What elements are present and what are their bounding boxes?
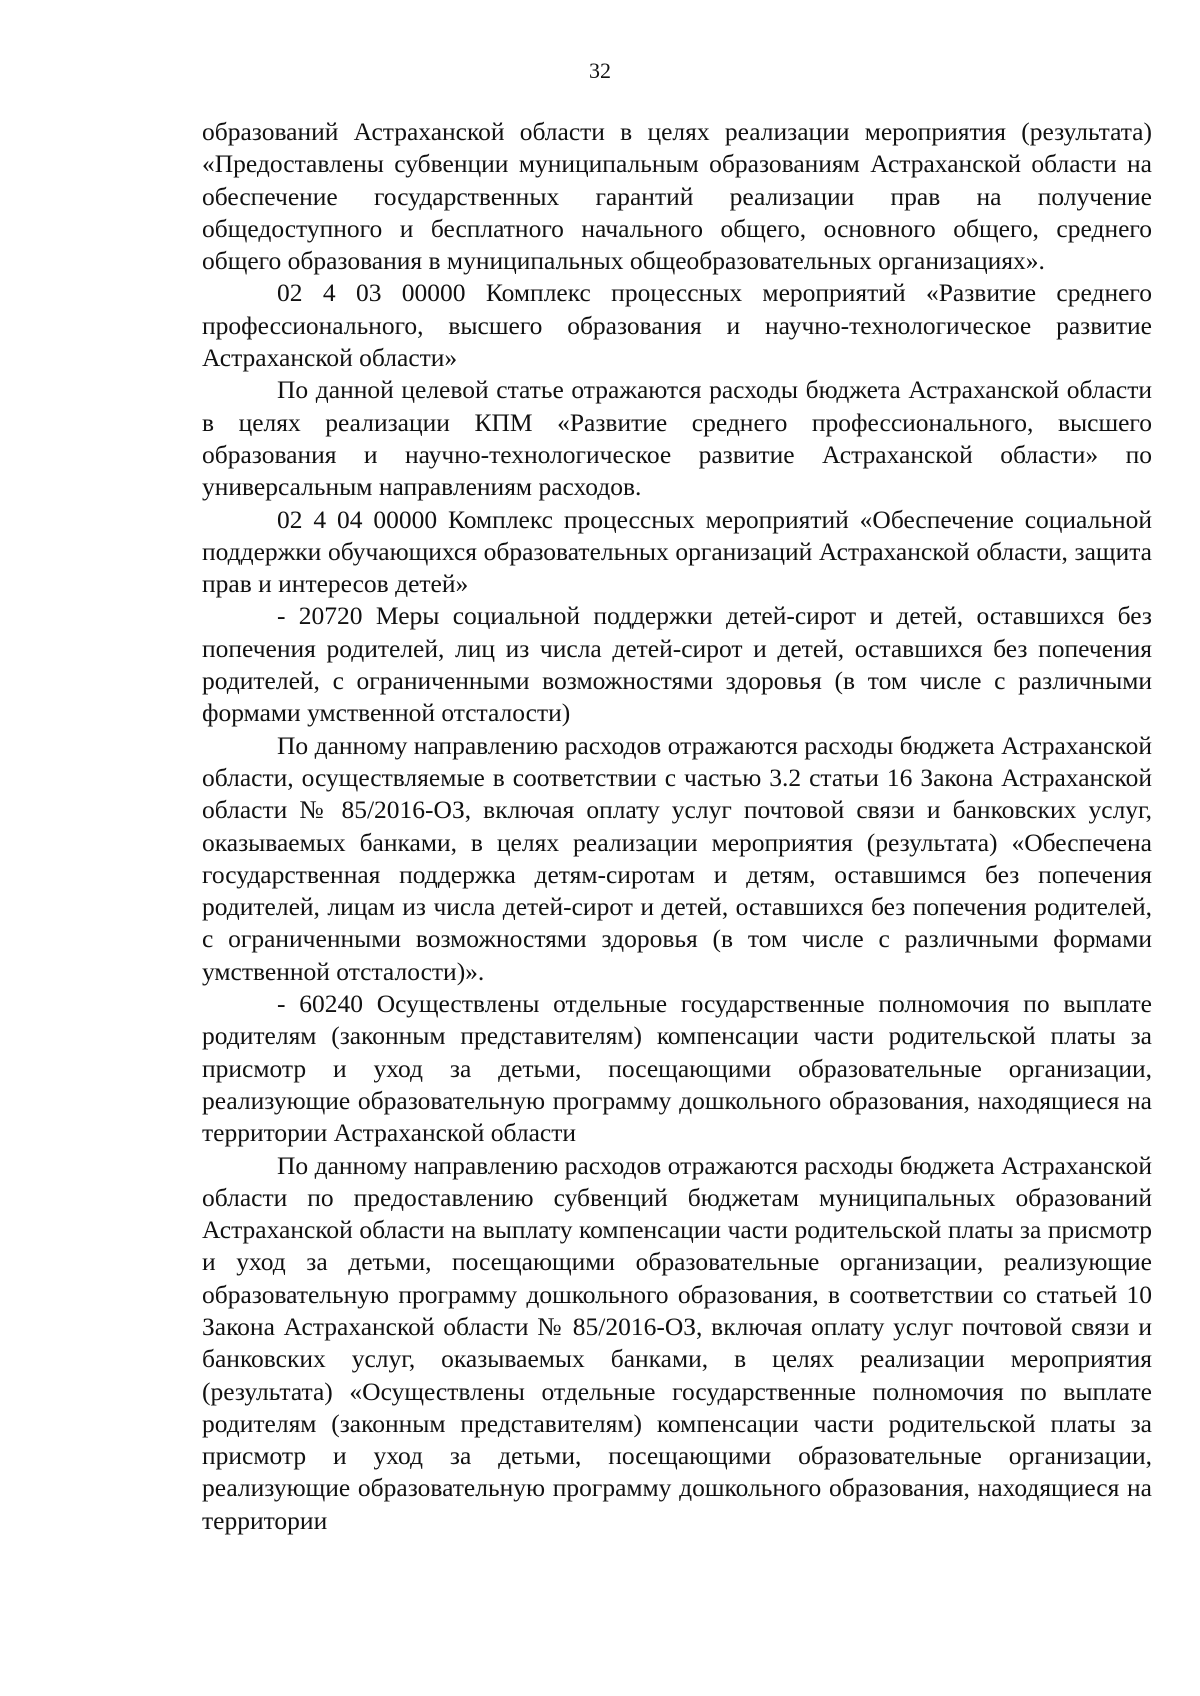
paragraph-continuation: образований Астраханской области в целях реализации мероприятия (результата) «Предоставлены субвенции муниципальным образованиям Астраханской области на обеспечение государственных гарантий реализации прав на получение общедоступного и бесплатного начального общего, основного общего, среднего общего образования в муниципальных общеобразовательных организациях». bbox=[202, 117, 1152, 276]
paragraph-direction-20720: - 20720 Меры социальной поддержки детей-сирот и детей, оставшихся без попечения родителей, лиц из числа детей-сирот и детей, оставшихся без попечения родителей, с ограниченными возможностями здоровья (в том числе с различными формами умственной отсталости) bbox=[202, 601, 1152, 728]
paragraph-target-article-02-4-03: 02 4 03 00000 Комплекс процессных мероприятий «Развитие среднего профессионального, высшего образования и научно-технологическое развитие Астраханской области» bbox=[202, 278, 1152, 373]
paragraph-direction-60240-description: По данному направлению расходов отражаются расходы бюджета Астраханской области по предоставлению субвенций бюджетам муниципальных образований Астраханской области на выплату компенсации части родительской платы за присмотр и уход за детьми, посещающими образовательные организации, реализующие образовательную программу дошкольного образования, в соответствии со статьей 10 Закона Астраханской области № 85/2016-ОЗ, включая оплату услуг почтовой связи и банковских услуг, оказываемых банками, в целях реализации мероприятия (результата) «Осуществлены отдельные государственные полномочия по выплате родителям (законным представителям) компенсации части родительской платы за присмотр и уход за детьми, посещающими образовательные организации, реализующие образовательную программу дошкольного образования, находящиеся на территории bbox=[202, 1150, 1152, 1535]
paragraph-target-article-description: По данной целевой статье отражаются расходы бюджета Астраханской области в целях реализации КПМ «Развитие среднего профессионального, высшего образования и научно-технологическое развитие Астраханской области» по универсальным направлениям расходов. bbox=[202, 375, 1152, 502]
paragraph-direction-20720-description: По данному направлению расходов отражаются расходы бюджета Астраханской области, осуществляемые в соответствии с частью 3.2 статьи 16 Закона Астраханской области № 85/2016-ОЗ, включая оплату услуг почтовой связи и банковских услуг, оказываемых банками, в целях реализации мероприятия (результата) «Обеспечена государственная поддержка детям-сиротам и детям, оставшимся без попечения родителей, лицам из числа детей-сирот и детей, оставшихся без попечения родителей, с ограниченными возможностями здоровья (в том числе с различными формами умственной отсталости)». bbox=[202, 730, 1152, 986]
document-body bbox=[202, 116, 1152, 1537]
paragraph-target-article-02-4-04: 02 4 04 00000 Комплекс процессных мероприятий «Обеспечение социальной поддержки обучающихся образовательных организаций Астраханской области, защита прав и интересов детей» bbox=[202, 504, 1152, 599]
page-number: 32 bbox=[589, 58, 611, 83]
paragraph-direction-60240: - 60240 Осуществлены отдельные государственные полномочия по выплате родителям (законным представителям) компенсации части родительской платы за присмотр и уход за детьми, посещающими образовательные организации, реализующие образовательную программу дошкольного образования, находящиеся на территории Астраханской области bbox=[202, 989, 1152, 1148]
